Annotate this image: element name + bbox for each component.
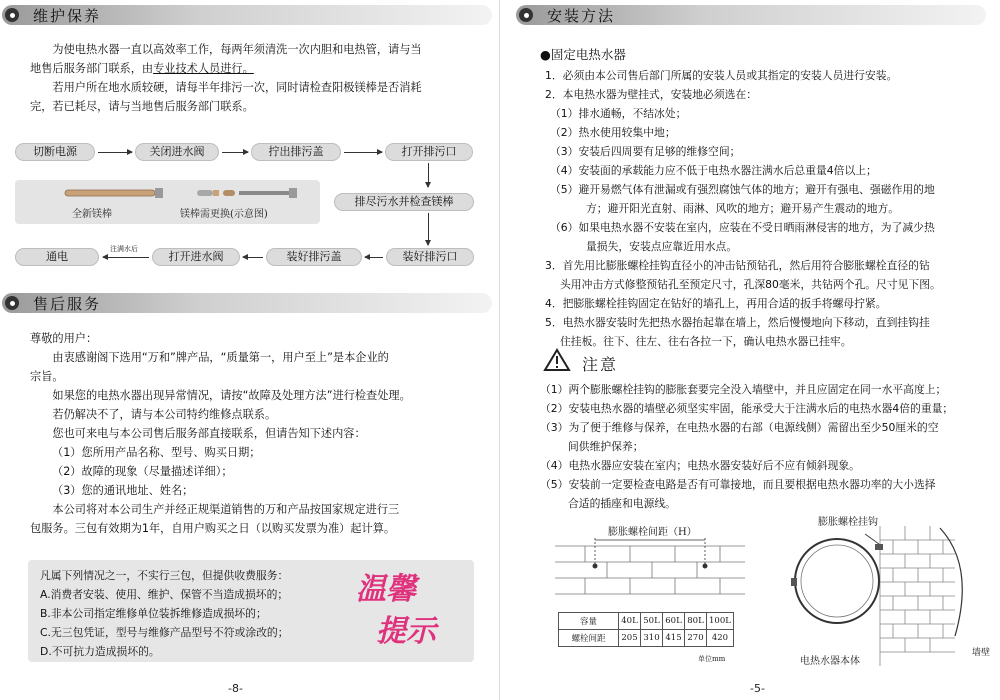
section-header-service [2,290,492,316]
flow-step-install-cover: 装好排污盖 [266,248,362,266]
warning-icon [543,348,571,372]
heater-body-label: 电热水器本体 [800,656,860,667]
wall-label: 墙壁 [972,648,991,658]
section-header-maintenance [2,2,492,28]
warm-tip-word: 提示 [376,614,436,649]
service-line: 若仍解决不了，请与本公司特约维修点联系。 [52,408,277,421]
install-line: （6）如果电热水器不安装在室内，应装在不受日晒雨淋侵害的地方，为了减少热 [550,221,935,234]
install-line: 住挂板。往下、往左、往右各拉一下，确认电热水器已挂牢。 [560,335,852,348]
install-subtitle: ●固定电热水器 [540,47,626,62]
flow-arrow-icon [103,257,149,258]
heater-mount-diagram [785,526,975,666]
bolt-spacing-table [558,612,734,647]
note-line: （1）两个膨胀螺栓挂钩的膨胀套要完全没入墙壁中，并且应固定在同一水平高度上； [540,383,947,396]
maintenance-line: 为使电热水器一直以高效率工作，每两年须清洗一次内胆和电热管，请与当 [52,43,422,56]
table-row [559,613,734,630]
table-row [559,630,734,647]
flow-arrow-icon [344,152,382,153]
note-title: 注意 [582,355,619,374]
install-line: 量损失，安装点应靠近用水点。 [586,240,738,253]
install-line: 方；避开阳光直射、雨淋、风吹的地方；避开易产生震动的地方。 [586,202,900,215]
install-line: 头用冲击方式修整预钻孔至预定尺寸，孔深80毫米，共钻两个孔。尺寸见下图。 [560,278,941,291]
table-cell: 420 [707,630,734,647]
table-cell: 415 [663,630,685,647]
install-line: （4）安装面的承载能力应不低于电热水器注满水后总重量4倍以上； [550,164,877,177]
service-line: 宗旨。 [30,370,64,383]
warm-tip-word: 温馨 [356,572,416,607]
flow-step-close-inlet: 关闭进水阀 [135,143,219,161]
flow-step-open-inlet: 打开进水阀 [152,248,240,266]
rod-replace-label: 镁棒需更换(示意图) [180,209,268,220]
tip-line: A.消费者安装、使用、维护、保管不当造成损坏的； [40,588,289,601]
service-line: （1）您所用产品名称、型号、购买日期； [52,446,261,459]
install-line: 2．本电热水器为壁挂式，安装地必须选在： [545,88,758,101]
section-bullet-icon [5,296,19,310]
table-row-label: 容量 [559,613,619,630]
flow-arrow-icon [428,213,429,245]
arrow-note: 注满水后 [110,245,138,253]
tip-line: B.非本公司指定维修单位装拆维修造成损坏的； [40,607,267,620]
brick-wall-diagram [555,538,745,600]
section-title: 维护保养 [33,6,102,25]
rod-new-label: 全新镁棒 [72,209,112,220]
table-cell: 310 [641,630,663,647]
magnesium-rod-icon [15,180,320,224]
install-line: （1）排水通畅，不结冰处； [550,107,687,120]
flow-arrow-icon [365,257,383,258]
service-line: 包服务。三包有效期为1年，自用户购买之日（以购买发票为准）起计算。 [30,522,396,535]
tip-line: 凡属下列情况之一，不实行三包，但提供收费服务： [40,569,289,582]
maintenance-line: 地售后服务部门联系，由专业技术人员进行。 [30,62,254,75]
table-row-label: 螺栓间距 [559,630,619,647]
install-line: 4．把膨胀螺栓挂钩固定在钻好的墙孔上，再用合适的扳手将螺母拧紧。 [545,297,887,310]
bolt-spacing-title: 膨胀螺栓间距（H） [608,527,697,538]
flow-step-power-on: 通电 [15,248,99,266]
note-line: （4）电热水器应安装在室内；电热水器安装好后不应有倾斜现象。 [540,459,860,472]
flow-arrow-icon [222,152,248,153]
table-cell: 60L [663,613,685,630]
install-line: （5）避开易燃气体有泄漏或有强烈腐蚀气体的地方；避开有强电、强磁作用的地 [550,183,935,196]
page-number: -5- [750,682,765,695]
note-line: 间供维护保养； [568,440,644,453]
table-cell: 40L [619,613,641,630]
install-line: 1．必须由本公司售后部门所属的安装人员或其指定的安装人员进行安装。 [545,69,898,82]
flow-arrow-icon [428,163,429,187]
section-title: 售后服务 [33,294,102,313]
hook-label: 膨胀螺栓挂钩 [818,517,878,528]
table-cell: 270 [685,630,707,647]
flow-arrow-icon [98,152,132,153]
maintenance-line: 若用户所在地水质较硬，请每半年排污一次，同时请检查阳极镁棒是否消耗 [52,81,422,94]
table-cell: 50L [641,613,663,630]
service-line: 您也可来电与本公司售后服务部直接联系，但请告知下述内容： [52,427,366,440]
install-line: 5．电热水器安装时先把热水器抬起靠在墙上，然后慢慢地向下移动，直到挂钩挂 [545,316,930,329]
install-line: （3）安装后四周要有足够的维修空间； [550,145,741,158]
unit-label: 单位mm [698,655,726,663]
note-line: （3）为了便于维修与保养，在电热水器的右部（电源线侧）需留出至少50厘米的空 [540,421,939,434]
tip-line: C.无三包凭证，型号与维修产品型号不符或涂改的； [40,626,289,639]
flow-step-drain-check: 排尽污水并检查镁棒 [334,193,474,211]
section-bullet-icon [5,8,19,22]
flow-step-open-drain: 打开排污口 [385,143,473,161]
section-title: 安装方法 [547,6,616,25]
table-cell: 80L [685,613,707,630]
section-header-install [516,2,986,28]
magnesium-rod-illustration [15,180,320,224]
tip-line: D.不可抗力造成损坏的。 [40,645,160,658]
table-cell: 205 [619,630,641,647]
right-page [500,0,1000,700]
service-line: （2）故障的现象（尽量描述详细）； [52,465,233,478]
page-number: -8- [228,682,243,695]
service-line: 由衷感谢阁下选用“万和”牌产品，“质量第一，用户至上”是本企业的 [52,351,389,364]
note-line: 合适的插座和电源线。 [568,497,676,510]
install-line: （2）热水使用较集中地； [550,126,676,139]
service-line: （3）您的通讯地址、姓名； [52,484,194,497]
maintenance-line: 完，若已耗尽，请与当地售后服务部门联系。 [30,100,254,113]
service-line: 如果您的电热水器出现异常情况，请按“故障及处理方法”进行检查处理。 [52,389,411,402]
flow-step-unscrew-cover: 拧出排污盖 [251,143,341,161]
note-line: （5）安装前一定要检查电路是否有可靠接地，而且要根据电热水器功率的大小选择 [540,478,936,491]
note-line: （2）安装电热水器的墙壁必须坚实牢固，能承受大于注满水后的电热水器4倍的重量； [540,402,954,415]
flow-arrow-icon [243,257,263,258]
flow-step-install-drain: 装好排污口 [386,248,474,266]
table-cell: 100L [707,613,734,630]
service-line: 尊敬的用户： [30,332,98,345]
flow-step-power-off: 切断电源 [15,143,95,161]
service-line: 本公司将对本公司生产并经正规渠道销售的万和产品按国家规定进行三 [52,503,400,516]
install-line: 3．首先用比膨胀螺栓挂钩直径小的冲击钻预钻孔，然后用符合膨胀螺栓直径的钻 [545,259,930,272]
warm-tip-box [28,560,474,662]
section-bullet-icon [519,8,533,22]
